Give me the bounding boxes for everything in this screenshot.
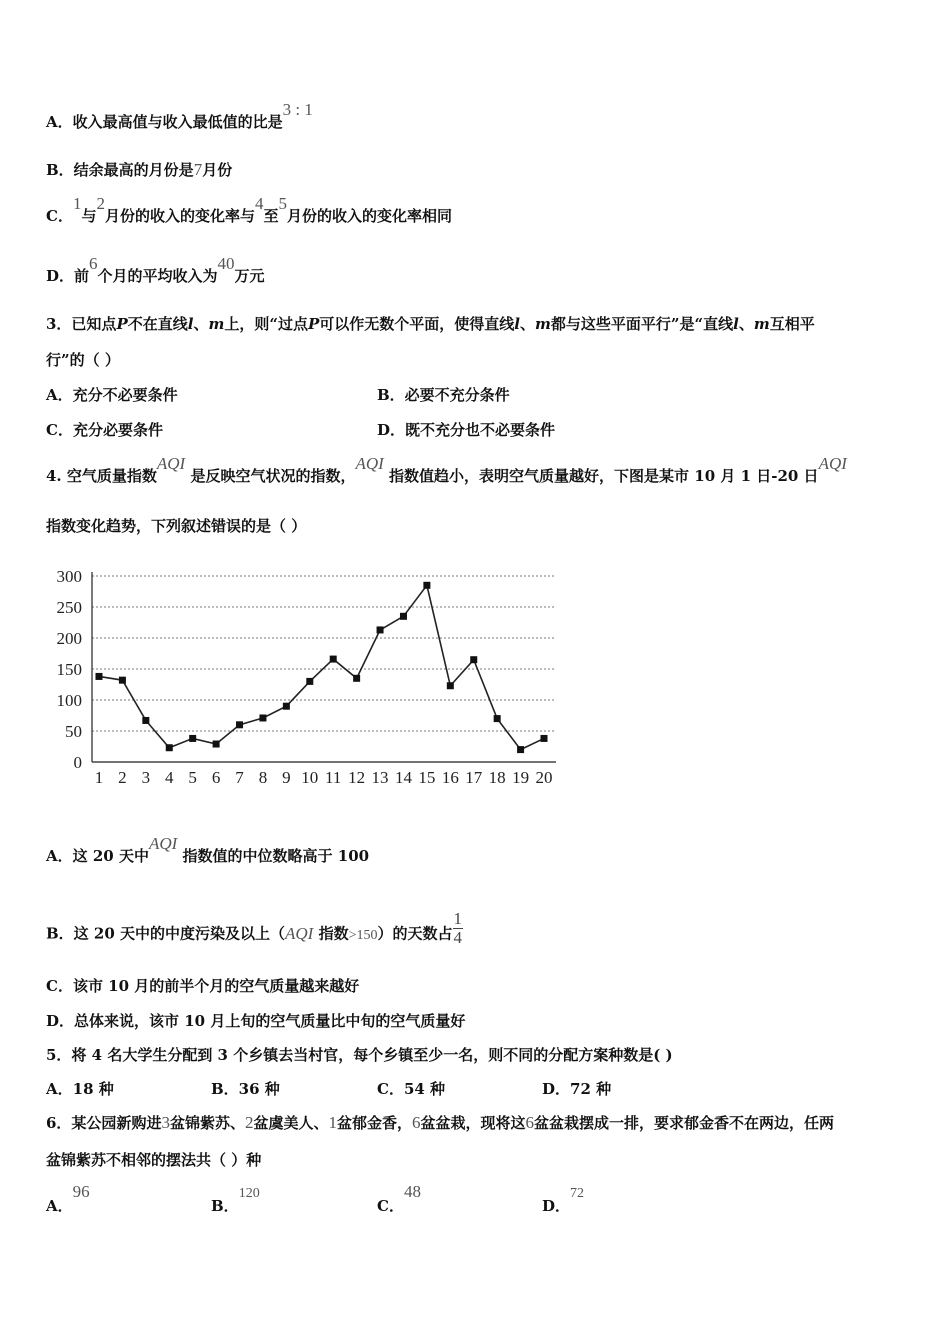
q6-option-d: D．72 xyxy=(542,1186,585,1215)
q3-option-d: D．既不充分也不必要条件 xyxy=(377,421,556,439)
data-point xyxy=(517,746,524,753)
q6-option-c: C．48 xyxy=(377,1182,421,1215)
y-tick-label: 150 xyxy=(56,660,82,679)
data-point xyxy=(353,675,360,682)
data-point xyxy=(213,741,220,748)
x-tick-label: 17 xyxy=(465,768,483,787)
data-point xyxy=(400,613,407,620)
y-tick-label: 200 xyxy=(56,629,82,648)
q4-stem-line2: 指数变化趋势，下列叙述错误的是（ ） xyxy=(46,517,307,535)
q4-option-c: C．该市 10 月的前半个月的空气质量越来越好 xyxy=(46,977,360,995)
x-tick-label: 16 xyxy=(441,768,459,787)
data-point xyxy=(283,703,290,710)
q5-option-c: C．54 种 xyxy=(377,1080,446,1098)
data-point xyxy=(189,735,196,742)
data-point xyxy=(306,678,313,685)
x-tick-label: 20 xyxy=(535,768,553,787)
x-tick-label: 15 xyxy=(418,768,436,787)
x-tick-label: 9 xyxy=(282,768,291,787)
data-point xyxy=(236,721,243,728)
x-tick-label: 14 xyxy=(394,768,412,787)
data-point xyxy=(423,582,430,589)
q2-option-a: A．收入最高值与收入最低值的比是3 : 1 xyxy=(46,100,313,131)
x-tick-label: 7 xyxy=(235,768,244,787)
data-point xyxy=(541,735,548,742)
q3-stem-line2: 行”的（ ） xyxy=(46,351,120,369)
data-point xyxy=(142,717,149,724)
data-point xyxy=(377,626,384,633)
x-tick-label: 4 xyxy=(165,768,174,787)
y-tick-label: 100 xyxy=(56,691,82,710)
ratio-math: 3 : 1 xyxy=(282,100,313,119)
data-point xyxy=(119,677,126,684)
data-point xyxy=(96,673,103,680)
series-line xyxy=(99,585,544,749)
x-tick-label: 2 xyxy=(118,768,127,787)
data-point xyxy=(259,714,266,721)
q6-stem-line1: 6．某公园新购进3盆锦紫苏、2盆虞美人、1盆郁金香，6盆盆栽，现将这6盆盆栽摆成一排，要求郁金香不在两边，任两 xyxy=(46,1113,835,1132)
x-tick-label: 18 xyxy=(488,768,506,787)
q2-option-c: C．1与2月份的收入的变化率与4至5月份的收入的变化率相同 xyxy=(46,194,453,225)
q4-option-d: D．总体来说，该市 10 月上旬的空气质量比中旬的空气质量好 xyxy=(46,1012,466,1030)
q3-option-c: C．充分必要条件 xyxy=(46,421,163,439)
q4-option-b: B．这 20 天中的中度污染及以上（AQI 指数>150）的天数占 $\frac{1}{4}$ xyxy=(46,909,462,947)
q5-stem: 5．将 4 名大学生分配到 3 个乡镇去当村官，每个乡镇至少一名，则不同的分配方案种数是( ) xyxy=(46,1046,673,1064)
x-tick-label: 5 xyxy=(188,768,197,787)
y-tick-label: 0 xyxy=(73,753,82,772)
x-tick-label: 11 xyxy=(325,768,342,787)
y-tick-label: 250 xyxy=(56,598,82,617)
data-point xyxy=(447,682,454,689)
x-tick-label: 13 xyxy=(371,768,389,787)
q4-stem-line1: 4. 空气质量指数AQI 是反映空气状况的指数，AQI 指数值趋小，表明空气质量越好，下图是某市 10 月 1 日-20 日AQI xyxy=(46,454,847,485)
q3-stem-line1: 3．已知点P不在直线l、m上，则“过点P可以作无数个平面，使得直线l、m都与这些平面平行”是“直线l、m互相平 xyxy=(46,315,815,333)
q5-option-b: B．36 种 xyxy=(211,1080,280,1098)
x-tick-label: 10 xyxy=(301,768,319,787)
x-tick-label: 3 xyxy=(141,768,151,787)
aqi-line-chart xyxy=(46,558,566,798)
data-point xyxy=(494,715,501,722)
x-tick-label: 12 xyxy=(348,768,366,787)
data-point xyxy=(330,656,337,663)
q6-stem-line2: 盆锦紫苏不相邻的摆法共（ ）种 xyxy=(46,1151,262,1169)
q2-option-d: D．前6个月的平均收入为40万元 xyxy=(46,254,265,285)
data-point xyxy=(470,656,477,663)
y-tick-label: 50 xyxy=(65,722,82,741)
q5-option-d: D．72 种 xyxy=(542,1080,612,1098)
x-tick-label: 6 xyxy=(211,768,221,787)
q4-option-a: A．这 20 天中AQI 指数值的中位数略高于 100 xyxy=(46,834,370,865)
q5-option-a: A．18 种 xyxy=(46,1080,114,1098)
one-quarter-fraction: $\frac{1}{4}$ xyxy=(453,909,462,947)
data-point xyxy=(166,744,173,751)
q6-option-b: B．120 xyxy=(211,1186,260,1215)
q2-option-b: B．结余最高的月份是7月份 xyxy=(46,160,233,179)
x-tick-label: 8 xyxy=(258,768,268,787)
x-tick-label: 1 xyxy=(94,768,104,787)
y-tick-label: 300 xyxy=(56,567,82,586)
q3-option-b: B．必要不充分条件 xyxy=(377,386,510,404)
x-tick-label: 19 xyxy=(512,768,530,787)
q6-option-a: A．96 xyxy=(46,1182,90,1215)
q3-option-a: A．充分不必要条件 xyxy=(46,386,178,404)
